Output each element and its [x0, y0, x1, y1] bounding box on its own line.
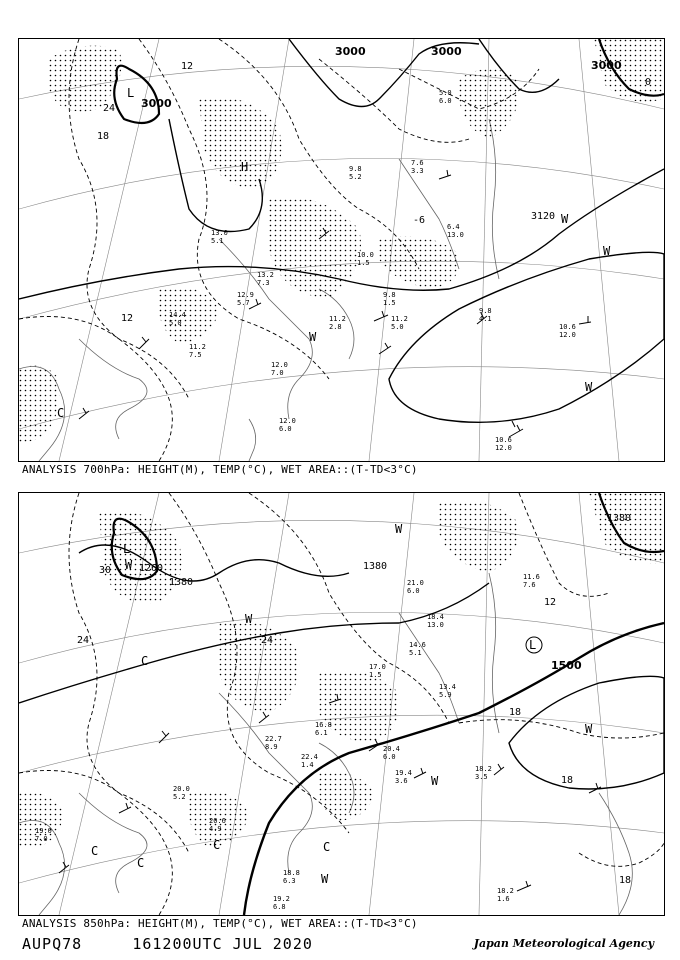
station-temp: 13.0 — [211, 229, 228, 237]
cold-center: C — [91, 844, 99, 858]
station-dewpoint: 7.6 — [523, 581, 536, 589]
station-temp: 19.2 — [273, 895, 290, 903]
height-label: 3000 — [591, 59, 622, 72]
station-dewpoint: 6.0 — [439, 97, 452, 105]
cold-center: C — [323, 840, 331, 854]
warm-center: W — [585, 380, 593, 394]
station-dewpoint: 5.1 — [409, 649, 422, 657]
station-temp: 21.0 — [407, 579, 424, 587]
station-temp: 12.9 — [237, 291, 254, 299]
station-dewpoint: 4.1 — [479, 315, 492, 323]
station-temp: 14.4 — [169, 311, 186, 319]
station-temp: 18.8 — [283, 869, 300, 877]
station-dewpoint: 5.9 — [439, 691, 452, 699]
map-850hpa — [19, 493, 664, 915]
station-dewpoint: 7.3 — [257, 279, 270, 287]
station-dewpoint: 3.5 — [475, 773, 488, 781]
station-temp: 11.2 — [329, 315, 346, 323]
station-dewpoint: 6.8 — [273, 903, 286, 911]
station-temp: 7.6 — [411, 159, 424, 167]
station-dewpoint: 5.2 — [349, 173, 362, 181]
station-temp: 22.7 — [265, 735, 282, 743]
low-center: L — [529, 638, 537, 652]
station-dewpoint: 5.2 — [173, 793, 186, 801]
station-dewpoint: 1.5 — [369, 671, 382, 679]
station-dewpoint: 1.5 — [357, 259, 370, 267]
station-temp: 10.0 — [357, 251, 374, 259]
height-label: 1500 — [551, 659, 582, 672]
station-temp: 20.0 — [173, 785, 190, 793]
temperature-label: -6 — [413, 215, 426, 226]
station-dewpoint: 7.0 — [35, 835, 48, 843]
height-labels — [139, 513, 631, 672]
cold-center: C — [137, 856, 145, 870]
station-dewpoint: 6.0 — [383, 753, 396, 761]
temperature-labels — [97, 61, 651, 324]
station-temp: 19.4 — [395, 769, 412, 777]
temperature-label: 24 — [103, 103, 116, 114]
station-temp: 11.2 — [391, 315, 408, 323]
height-label: 3000 — [431, 45, 462, 58]
station-temp: 18.4 — [427, 613, 444, 621]
temperature-label: 18 — [97, 131, 110, 142]
station-temp: 9.8 — [349, 165, 362, 173]
station-dewpoint: 12.0 — [559, 331, 576, 339]
station-dewpoint: 6.0 — [279, 425, 292, 433]
coastline — [19, 573, 632, 915]
station-dewpoint: 5.0 — [169, 319, 182, 327]
temperature-label: 18 — [619, 875, 632, 886]
temperature-label: 30 — [99, 565, 112, 576]
station-temp: 18.2 — [497, 887, 514, 895]
height-label: 1260 — [139, 563, 164, 574]
caption-850hpa: ANALYSIS 850hPa: HEIGHT(M), TEMP(°C), WET AREA::(T-TD<3°C) — [22, 917, 418, 930]
cold-center: C — [141, 654, 149, 668]
cold-center: C — [213, 838, 221, 852]
station-dewpoint: 8.9 — [265, 743, 278, 751]
temperature-label: 12 — [121, 313, 134, 324]
station-temp: 5.0 — [439, 89, 452, 97]
temperature-label: 18 — [561, 775, 574, 786]
warm-center: W — [561, 212, 569, 226]
temperature-label: 0 — [645, 77, 652, 88]
station-temp: 9.8 — [479, 307, 492, 315]
station-temp: 22.4 — [301, 753, 318, 761]
station-dewpoint: 3.6 — [395, 777, 408, 785]
station-dewpoint: 4.9 — [209, 825, 222, 833]
station-temp: 17.0 — [369, 663, 386, 671]
warm-center: W — [585, 722, 593, 736]
station-temp: 20.4 — [383, 745, 400, 753]
station-temp: 11.6 — [523, 573, 540, 581]
station-dewpoint: 12.0 — [495, 444, 512, 452]
station-temp: 6.4 — [447, 223, 460, 231]
temperature-label: 12 — [544, 597, 557, 608]
station-dewpoint: 1.6 — [497, 895, 510, 903]
temperature-label: 18 — [509, 707, 522, 718]
station-temp: 18.2 — [475, 765, 492, 773]
station-dewpoint: 2.8 — [329, 323, 342, 331]
height-label: 3120 — [531, 211, 556, 222]
station-dewpoint: 6.1 — [315, 729, 328, 737]
warm-center: W — [245, 612, 253, 626]
product-code: AUPQ78 — [22, 935, 83, 953]
temperature-label: 24 — [261, 635, 274, 646]
station-dewpoint: 5.7 — [237, 299, 250, 307]
chart-panel-700hpa — [18, 38, 665, 462]
warm-center: W — [603, 244, 611, 258]
height-label: 1380 — [607, 513, 632, 524]
station-dewpoint: 13.0 — [447, 231, 464, 239]
low-center: L — [123, 542, 131, 556]
station-dewpoint: 1.5 — [383, 299, 396, 307]
warm-center: W — [395, 522, 403, 536]
map-700hpa — [19, 39, 664, 461]
warm-center: W — [309, 330, 317, 344]
station-temp: 10.6 — [495, 436, 512, 444]
station-dewpoint: 6.3 — [283, 877, 296, 885]
station-temp: 19.0 — [35, 827, 52, 835]
caption-700hpa: ANALYSIS 700hPa: HEIGHT(M), TEMP(°C), WET AREA::(T-TD<3°C) — [22, 463, 418, 476]
station-dewpoint: 13.0 — [427, 621, 444, 629]
station-temp: 10.6 — [559, 323, 576, 331]
station-dewpoint: 5.0 — [391, 323, 404, 331]
station-dewpoint: 3.3 — [411, 167, 424, 175]
station-temp: 12.0 — [279, 417, 296, 425]
height-label: 1380 — [169, 577, 194, 588]
station-temp: 13.4 — [439, 683, 456, 691]
station-dewpoint: 5.1 — [211, 237, 224, 245]
product-header — [22, 935, 313, 953]
temperature-label: 12 — [181, 61, 194, 72]
height-label: 3000 — [141, 97, 172, 110]
agency-credit: Japan Meteorological Agency — [473, 937, 654, 950]
height-label: 1380 — [363, 561, 388, 572]
station-dewpoint: 1.4 — [301, 761, 314, 769]
station-temp: 12.0 — [271, 361, 288, 369]
warm-center: W — [431, 774, 439, 788]
station-temp: 16.8 — [315, 721, 332, 729]
height-label: 3000 — [335, 45, 366, 58]
station-temp: 13.2 — [257, 271, 274, 279]
temperature-label: 24 — [77, 635, 90, 646]
station-temp: 11.2 — [189, 343, 206, 351]
station-temp: 20.6 — [209, 817, 226, 825]
warm-center: W — [125, 558, 133, 572]
chart-panel-850hpa — [18, 492, 665, 916]
valid-time: 161200UTC JUL 2020 — [132, 935, 313, 953]
high-center: H — [241, 160, 249, 174]
station-dewpoint: 7.0 — [271, 369, 284, 377]
station-dewpoint: 6.0 — [407, 587, 420, 595]
warm-center: W — [321, 872, 329, 886]
station-dewpoint: 7.5 — [189, 351, 202, 359]
cold-center: C — [57, 406, 65, 420]
low-center: L — [127, 86, 135, 100]
station-temp: 9.8 — [383, 291, 396, 299]
station-temp: 14.6 — [409, 641, 426, 649]
